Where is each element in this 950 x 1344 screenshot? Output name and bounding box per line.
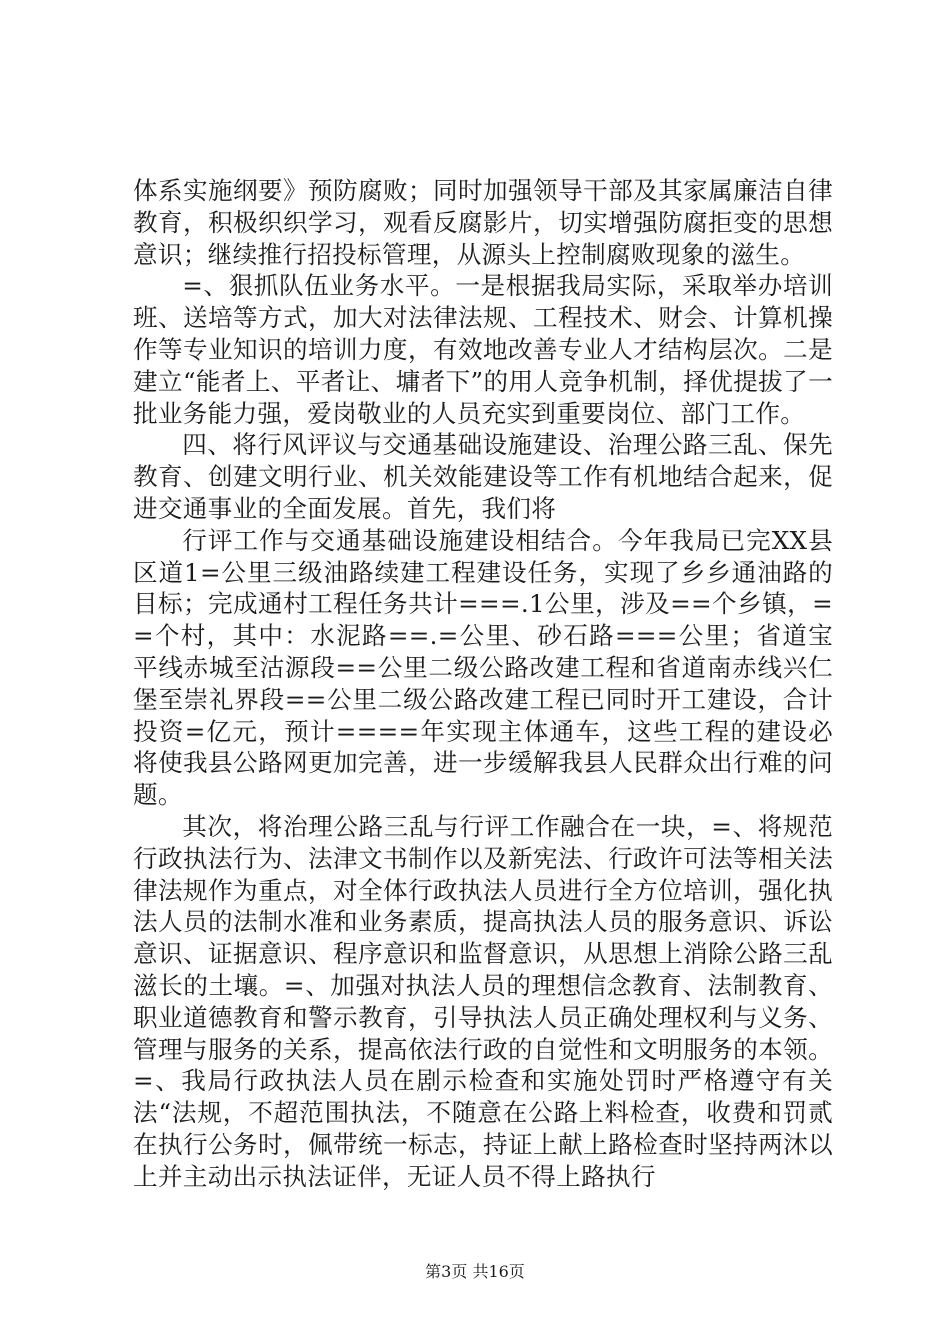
paragraph-3: 四、将行风评议与交通基础设施建设、治理公路三乱、保先教育、创建文明行业、机关效能建设等工作有机地结合起来，促进交通事业的全面发展。首先，我们将 xyxy=(133,430,833,523)
paragraph-4: 行评工作与交通基础设施建设相结合。今年我局已完XX县区道1=公里三级油路续建工程建设任务，实现了乡乡通油路的目标；完成通村工程任务共计===.1公里，涉及==个乡镇，==个村，其中：水泥路==.=公里、砂石路===公里；省道宝平线赤城至沽源段==公里二级公路改建工程和省道南赤线兴仁堡至崇礼界段==公里二级公路改建工程已同时开工建设，合计投资=亿元，预计====年实现主体通车，这些工程的建设必将使我县公路网更加完善，进一步缓解我县人民群众出行难的问题。 xyxy=(133,525,833,810)
page-footer: 第3页 共16页 xyxy=(425,1262,525,1281)
paragraph-2: =、狠抓队伍业务水平。一是根据我局实际，采取举办培训班、送培等方式，加大对法律法规、工程技术、财会、计算机操作等专业知识的培训力度，有效地改善专业人才结构层次。二是建立“能者上、平者让、墉者下”的用人竞争机制，择优提拔了一批业务能力强，爱岗敬业的人员充实到重要岗位、部门工作。 xyxy=(133,271,833,428)
document-body xyxy=(133,175,833,1193)
paragraph-5: 其次，将治理公路三乱与行评工作融合在一块，=、将规范行政执法行为、法津文书制作以及新宪法、行政许可法等相关法律法规作为重点，对全体行政执法人员进行全方位培训，强化执法人员的法制水准和业务素质，提高执法人员的服务意识、诉讼意识、证据意识、程序意识和监督意识，从思想上消除公路三乱滋长的土壤。=、加强对执法人员的理想信念教育、法制教育、职业道德教育和警示教育，引导执法人员正确处理权利与义务、管理与服务的关系，提高依法行政的自觉性和文明服务的本领。=、我局行政执法人员在剧示检查和实施处罚时严格遵守有关法“法规，不超范围执法，不随意在公路上料检查，收费和罚贰在执行公务时，佩带统一标志，持证上献上路检查时坚持两沐以上并主动出示执法证伴，无证人员不得上路执行 xyxy=(133,811,833,1191)
paragraph-1: 体系实施纲要》预防腐败；同时加强领导干部及其家属廉洁自律教育，积极织织学习，观看反腐影片，切实增强防腐拒变的思想意识；继续推行招投标管理，从源头上控制腐败现象的滋生。 xyxy=(133,176,833,269)
